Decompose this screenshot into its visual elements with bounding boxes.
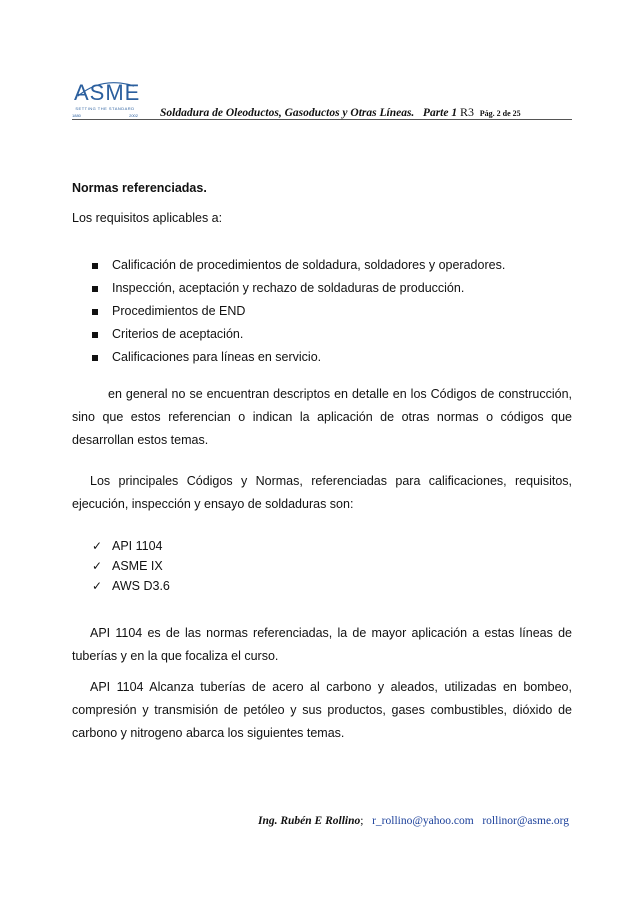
header-divider <box>72 119 572 120</box>
list-item: Procedimientos de END <box>92 300 505 323</box>
email-link-yahoo[interactable]: r_rollino@yahoo.com <box>372 815 474 827</box>
square-bullet-icon <box>92 286 98 292</box>
paragraph-codes: Los principales Códigos y Normas, referenciadas para calificaciones, requisitos, ejecución, inspección y ensayo de soldaduras son: <box>72 474 572 511</box>
page-footer: Ing. Rubén E Rollino; r_rollino@yahoo.com rollinor@asme.org <box>258 815 570 827</box>
square-bullet-icon <box>92 263 98 269</box>
asme-logo <box>72 80 141 124</box>
list-item: Criterios de aceptación. <box>92 323 505 346</box>
logo-year-end: 2002 <box>129 113 138 118</box>
paragraph-api-scope: API 1104 Alcanza tuberías de acero al carbono y aleados, utilizadas en bombeo, compresión y transmisión de petóleo y sus productos, gases combustibles, dióxido de carbono y nitrogeno abarca los siguientes temas. <box>72 680 572 740</box>
section-title: Normas referenciadas. <box>72 181 207 195</box>
author-name: Ing. Rubén E Rollino <box>258 815 361 827</box>
document-part: Parte 1 <box>422 107 458 119</box>
paragraph-api-1104: API 1104 es de las normas referenciadas, la de mayor aplicación a estas líneas de tuberías y en la que focaliza el curso. <box>72 626 572 663</box>
checkmark-icon: ✓ <box>92 579 103 593</box>
square-bullet-icon <box>92 355 98 361</box>
square-bullet-icon <box>92 332 98 338</box>
checkmark-icon: ✓ <box>92 539 103 553</box>
logo-text: ASME <box>74 80 141 105</box>
logo-tagline: SETTING THE STANDARD <box>75 106 135 111</box>
document-title: Soldadura de Oleoductos, Gasoductos y Otras Líneas. <box>160 107 415 119</box>
document-revision: R3 <box>459 105 474 119</box>
checklist-item: ✓ API 1104 <box>92 536 170 556</box>
email-link-asme[interactable]: rollinor@asme.org <box>482 815 570 827</box>
square-bullet-icon <box>92 309 98 315</box>
list-item: Calificaciones para líneas en servicio. <box>92 346 505 369</box>
logo-years <box>72 113 138 118</box>
checkmark-icon: ✓ <box>92 559 103 573</box>
page-header <box>160 105 521 120</box>
checklist-item: ✓ ASME IX <box>92 556 170 576</box>
requirements-list <box>92 254 505 369</box>
paragraph-general: en general no se encuentran descriptos en detalle en los Códigos de construcción, sino que estos referencian o indican la aplicación de otras normas o códigos que desarrollan estos temas. <box>72 387 572 447</box>
standards-checklist <box>92 536 170 596</box>
checklist-item: ✓ AWS D3.6 <box>92 576 170 596</box>
intro-text: Los requisitos aplicables a: <box>72 211 223 225</box>
list-item: Inspección, aceptación y rechazo de soldaduras de producción. <box>92 277 505 300</box>
logo-year-start: 1880 <box>72 113 81 118</box>
page-number: Pág. 2 de 25 <box>479 109 521 118</box>
list-item: Calificación de procedimientos de soldadura, soldadores y operadores. <box>92 254 505 277</box>
